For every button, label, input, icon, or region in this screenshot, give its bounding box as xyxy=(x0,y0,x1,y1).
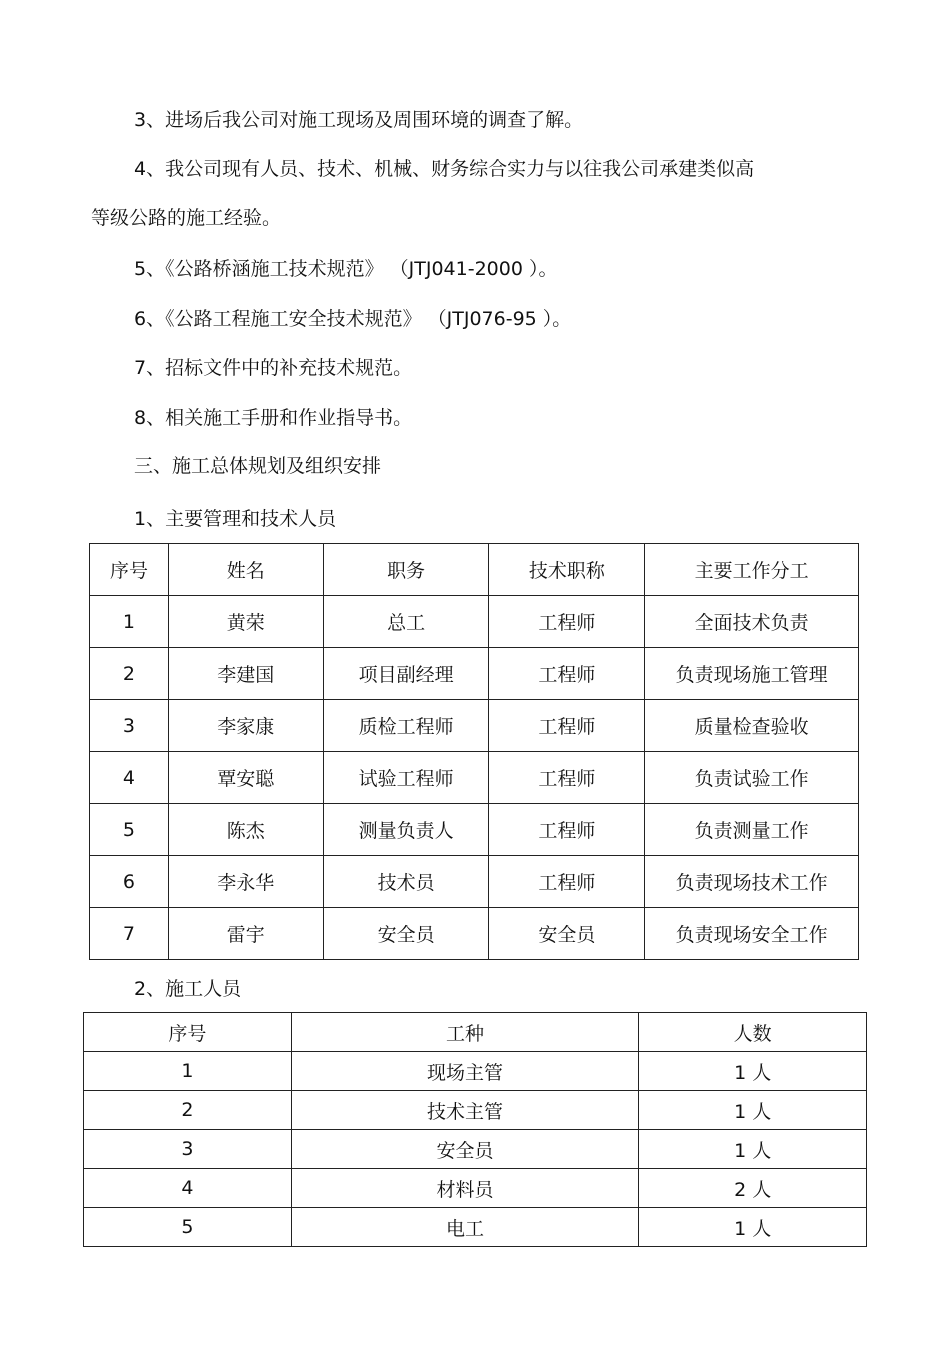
staff-table xyxy=(89,543,859,960)
table-cell: 3 xyxy=(90,700,169,752)
table-cell: 试验工程师 xyxy=(323,752,489,804)
table-cell: 测量负责人 xyxy=(323,804,489,856)
table-cell: 技术员 xyxy=(323,856,489,908)
table-cell: 1 人 xyxy=(639,1208,867,1247)
table-row xyxy=(90,856,859,908)
table-row xyxy=(84,1208,867,1247)
paragraph-item-7: 7、招标文件中的补充技术规范。 xyxy=(134,357,413,379)
table-cell: 技术主管 xyxy=(291,1091,639,1130)
table-header-row xyxy=(90,544,859,596)
table-row xyxy=(84,1130,867,1169)
header-cell: 工种 xyxy=(291,1013,639,1052)
table-cell: 2 人 xyxy=(639,1169,867,1208)
table-cell: 工程师 xyxy=(489,752,645,804)
header-cell: 主要工作分工 xyxy=(645,544,859,596)
table-cell: 材料员 xyxy=(291,1169,639,1208)
paragraph-item-3: 3、进场后我公司对施工现场及周围环境的调查了解。 xyxy=(134,109,584,131)
paragraph-item-8: 8、相关施工手册和作业指导书。 xyxy=(134,407,413,429)
header-cell: 序号 xyxy=(90,544,169,596)
table-cell: 李家康 xyxy=(168,700,323,752)
table-cell: 7 xyxy=(90,908,169,960)
table-cell: 安全员 xyxy=(489,908,645,960)
table-cell: 工程师 xyxy=(489,856,645,908)
table-cell: 质检工程师 xyxy=(323,700,489,752)
table-cell: 总工 xyxy=(323,596,489,648)
table-cell: 现场主管 xyxy=(291,1052,639,1091)
table-header-row xyxy=(84,1013,867,1052)
table-row xyxy=(90,752,859,804)
table-cell: 负责现场安全工作 xyxy=(645,908,859,960)
table-row xyxy=(90,700,859,752)
table-row xyxy=(90,804,859,856)
table-cell: 工程师 xyxy=(489,596,645,648)
header-cell: 人数 xyxy=(639,1013,867,1052)
table-cell: 1 xyxy=(90,596,169,648)
table-cell: 工程师 xyxy=(489,700,645,752)
paragraph-item-6: 6、《公路工程施工安全技术规范》 （JTJ076-95 ）。 xyxy=(134,308,572,330)
table-cell: 电工 xyxy=(291,1208,639,1247)
table-cell: 5 xyxy=(84,1208,292,1247)
table-cell: 安全员 xyxy=(291,1130,639,1169)
table-cell: 负责试验工作 xyxy=(645,752,859,804)
table-cell: 4 xyxy=(90,752,169,804)
table-row xyxy=(84,1052,867,1091)
worker-table xyxy=(83,1012,867,1247)
paragraph-item-4: 4、我公司现有人员、技术、机械、财务综合实力与以往我公司承建类似高 xyxy=(134,158,755,180)
table-cell: 5 xyxy=(90,804,169,856)
paragraph-item-5: 5、《公路桥涵施工技术规范》 （JTJ041-2000 ）。 xyxy=(134,258,558,280)
subsection-title-staff: 1、主要管理和技术人员 xyxy=(134,508,337,530)
table-cell: 1 人 xyxy=(639,1130,867,1169)
table-cell: 3 xyxy=(84,1130,292,1169)
table-cell: 1 xyxy=(84,1052,292,1091)
table-cell: 质量检查验收 xyxy=(645,700,859,752)
table-cell: 陈杰 xyxy=(168,804,323,856)
table-row xyxy=(84,1091,867,1130)
table-cell: 李永华 xyxy=(168,856,323,908)
table-cell: 4 xyxy=(84,1169,292,1208)
header-cell: 职务 xyxy=(323,544,489,596)
table-cell: 2 xyxy=(84,1091,292,1130)
table-cell: 负责现场技术工作 xyxy=(645,856,859,908)
header-cell: 姓名 xyxy=(168,544,323,596)
table-cell: 负责测量工作 xyxy=(645,804,859,856)
table-cell: 覃安聪 xyxy=(168,752,323,804)
subsection-title-workers: 2、施工人员 xyxy=(134,978,242,1000)
table-cell: 雷宇 xyxy=(168,908,323,960)
table-row xyxy=(90,648,859,700)
header-cell: 序号 xyxy=(84,1013,292,1052)
table-cell: 1 人 xyxy=(639,1091,867,1130)
table-cell: 李建国 xyxy=(168,648,323,700)
table-cell: 负责现场施工管理 xyxy=(645,648,859,700)
table-cell: 工程师 xyxy=(489,804,645,856)
table-cell: 黄荣 xyxy=(168,596,323,648)
paragraph-item-4-cont: 等级公路的施工经验。 xyxy=(91,207,282,229)
table-cell: 6 xyxy=(90,856,169,908)
table-cell: 安全员 xyxy=(323,908,489,960)
table-row xyxy=(90,596,859,648)
table-cell: 工程师 xyxy=(489,648,645,700)
table-cell: 全面技术负责 xyxy=(645,596,859,648)
section-heading: 三、施工总体规划及组织安排 xyxy=(134,455,382,477)
table-cell: 1 人 xyxy=(639,1052,867,1091)
table-cell: 2 xyxy=(90,648,169,700)
table-row xyxy=(90,908,859,960)
header-cell: 技术职称 xyxy=(489,544,645,596)
table-row xyxy=(84,1169,867,1208)
table-cell: 项目副经理 xyxy=(323,648,489,700)
